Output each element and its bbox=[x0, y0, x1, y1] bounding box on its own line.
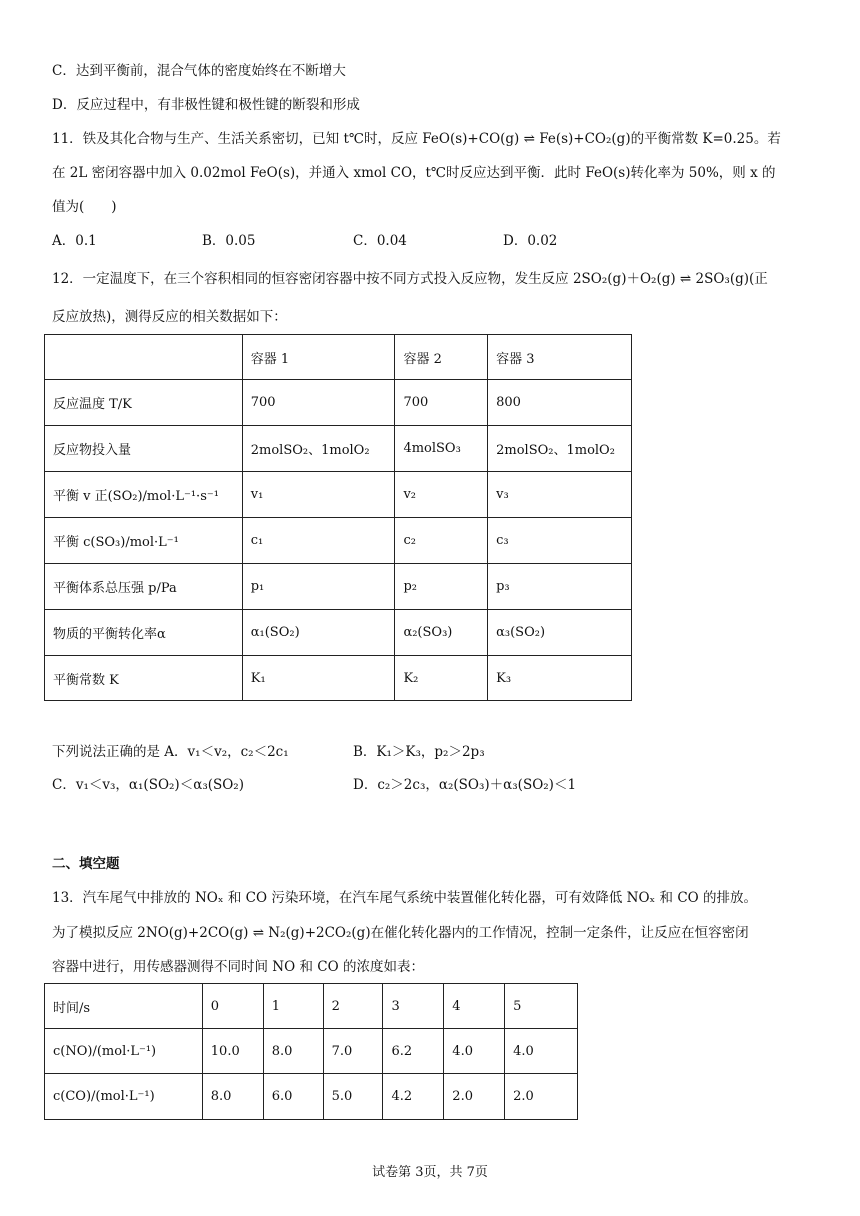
table-cell: 8.0 bbox=[263, 1029, 323, 1074]
table-cell: v₂ bbox=[395, 472, 488, 518]
q10-option-c: C．达到平衡前，混合气体的密度始终在不断增大 bbox=[52, 63, 346, 79]
q11-option-a: A．0.1 bbox=[52, 233, 97, 249]
table-cell: c₂ bbox=[395, 518, 488, 564]
table-cell: 4.0 bbox=[505, 1029, 578, 1074]
table-cell: K₁ bbox=[242, 656, 395, 701]
q12-stem-line2: 反应放热)，测得反应的相关数据如下： bbox=[52, 309, 287, 325]
q11-stem-line1: 11．铁及其化合物与生产、生活关系密切，已知 t℃时，反应 FeO(s)+CO(g) ⇌ Fe(s)+CO₂(g)的平衡常数 K=0.25。若 bbox=[52, 131, 781, 147]
table-cell: 6.0 bbox=[263, 1074, 323, 1120]
table-cell: 2.0 bbox=[444, 1074, 505, 1120]
table-cell: 平衡 v 正(SO₂)/mol·L⁻¹·s⁻¹ bbox=[45, 472, 243, 518]
table-cell: 反应物投入量 bbox=[45, 426, 243, 472]
q11-option-c: C．0.04 bbox=[353, 233, 407, 249]
table-cell: 容器 3 bbox=[488, 335, 632, 380]
table-row bbox=[45, 1029, 578, 1074]
table-cell: α₂(SO₃) bbox=[395, 610, 488, 656]
table-cell bbox=[45, 335, 243, 380]
table-cell: 平衡常数 K bbox=[45, 656, 243, 701]
section-title: 二、填空题 bbox=[52, 856, 120, 872]
table-cell: p₁ bbox=[242, 564, 395, 610]
table-row bbox=[45, 472, 632, 518]
table-cell: 700 bbox=[242, 380, 395, 426]
table-cell: 平衡 c(SO₃)/mol·L⁻¹ bbox=[45, 518, 243, 564]
table-cell: 8.0 bbox=[202, 1074, 263, 1120]
table-row bbox=[45, 426, 632, 472]
q11-option-b: B．0.05 bbox=[202, 233, 256, 249]
q12-stem-line1: 12．一定温度下，在三个容积相同的恒容密闭容器中按不同方式投入反应物，发生反应 2SO₂(g)＋O₂(g) ⇌ 2SO₃(g)(正 bbox=[52, 271, 768, 287]
table-header-row bbox=[45, 984, 578, 1029]
table-cell: p₃ bbox=[488, 564, 632, 610]
table-cell: c₁ bbox=[242, 518, 395, 564]
table-cell: 4 bbox=[444, 984, 505, 1029]
q11-option-d: D．0.02 bbox=[503, 233, 558, 249]
table-cell: 容器 1 bbox=[242, 335, 395, 380]
table-cell: 2molSO₂、1molO₂ bbox=[488, 426, 632, 472]
q12-option-c: C．v₁＜v₃，α₁(SO₂)＜α₃(SO₂) bbox=[52, 777, 244, 793]
table-cell: 1 bbox=[263, 984, 323, 1029]
table-row bbox=[45, 564, 632, 610]
table-cell: 容器 2 bbox=[395, 335, 488, 380]
table-cell: K₂ bbox=[395, 656, 488, 701]
table-cell: 2.0 bbox=[505, 1074, 578, 1120]
table-header-row bbox=[45, 335, 632, 380]
table-cell: 0 bbox=[202, 984, 263, 1029]
table-cell: 2molSO₂、1molO₂ bbox=[242, 426, 395, 472]
table-cell: 物质的平衡转化率α bbox=[45, 610, 243, 656]
table-cell: 2 bbox=[323, 984, 383, 1029]
q11-stem-line2: 在 2L 密闭容器中加入 0.02mol FeO(s)，并通入 xmol CO，t℃时反应达到平衡．此时 FeO(s)转化率为 50%，则 x 的 bbox=[52, 165, 776, 181]
q12-stem-option-a: 下列说法正确的是 A．v₁＜v₂，c₂＜2c₁ bbox=[52, 744, 289, 760]
q10-option-d: D．反应过程中，有非极性键和极性键的断裂和形成 bbox=[52, 97, 360, 113]
page-footer: 试卷第 3页，共 7页 bbox=[372, 1165, 488, 1180]
q12-data-table bbox=[44, 334, 632, 701]
q13-stem-line2: 为了模拟反应 2NO(g)+2CO(g) ⇌ N₂(g)+2CO₂(g)在催化转化器内的工作情况，控制一定条件，让反应在恒容密闭 bbox=[52, 925, 749, 941]
q13-concentration-table bbox=[44, 983, 578, 1120]
table-cell: 800 bbox=[488, 380, 632, 426]
q13-stem-line1: 13．汽车尾气中排放的 NOₓ 和 CO 污染环境，在汽车尾气系统中装置催化转化器，可有效降低 NOₓ 和 CO 的排放。 bbox=[52, 890, 758, 906]
table-cell: v₁ bbox=[242, 472, 395, 518]
table-cell: α₁(SO₂) bbox=[242, 610, 395, 656]
table-cell: 时间/s bbox=[45, 984, 203, 1029]
table-cell: K₃ bbox=[488, 656, 632, 701]
table-row bbox=[45, 380, 632, 426]
table-cell: 700 bbox=[395, 380, 488, 426]
q13-stem-line3: 容器中进行，用传感器测得不同时间 NO 和 CO 的浓度如表： bbox=[52, 959, 424, 975]
q11-stem-line3: 值为( ) bbox=[52, 199, 117, 215]
table-cell: 10.0 bbox=[202, 1029, 263, 1074]
table-cell: v₃ bbox=[488, 472, 632, 518]
table-cell: c(CO)/(mol·L⁻¹) bbox=[45, 1074, 203, 1120]
q12-option-b: B．K₁＞K₃，p₂＞2p₃ bbox=[353, 744, 485, 760]
table-cell: α₃(SO₂) bbox=[488, 610, 632, 656]
table-cell: 4.0 bbox=[444, 1029, 505, 1074]
table-cell: p₂ bbox=[395, 564, 488, 610]
table-cell: 6.2 bbox=[383, 1029, 444, 1074]
table-cell: c₃ bbox=[488, 518, 632, 564]
table-cell: 7.0 bbox=[323, 1029, 383, 1074]
table-cell: 4.2 bbox=[383, 1074, 444, 1120]
table-cell: 4molSO₃ bbox=[395, 426, 488, 472]
table-cell: 反应温度 T/K bbox=[45, 380, 243, 426]
table-row bbox=[45, 1074, 578, 1120]
table-row bbox=[45, 610, 632, 656]
table-cell: c(NO)/(mol·L⁻¹) bbox=[45, 1029, 203, 1074]
table-row bbox=[45, 518, 632, 564]
table-cell: 5 bbox=[505, 984, 578, 1029]
q12-option-d: D．c₂＞2c₃，α₂(SO₃)＋α₃(SO₂)＜1 bbox=[353, 777, 577, 793]
table-row bbox=[45, 656, 632, 701]
table-cell: 3 bbox=[383, 984, 444, 1029]
table-cell: 平衡体系总压强 p/Pa bbox=[45, 564, 243, 610]
table-cell: 5.0 bbox=[323, 1074, 383, 1120]
